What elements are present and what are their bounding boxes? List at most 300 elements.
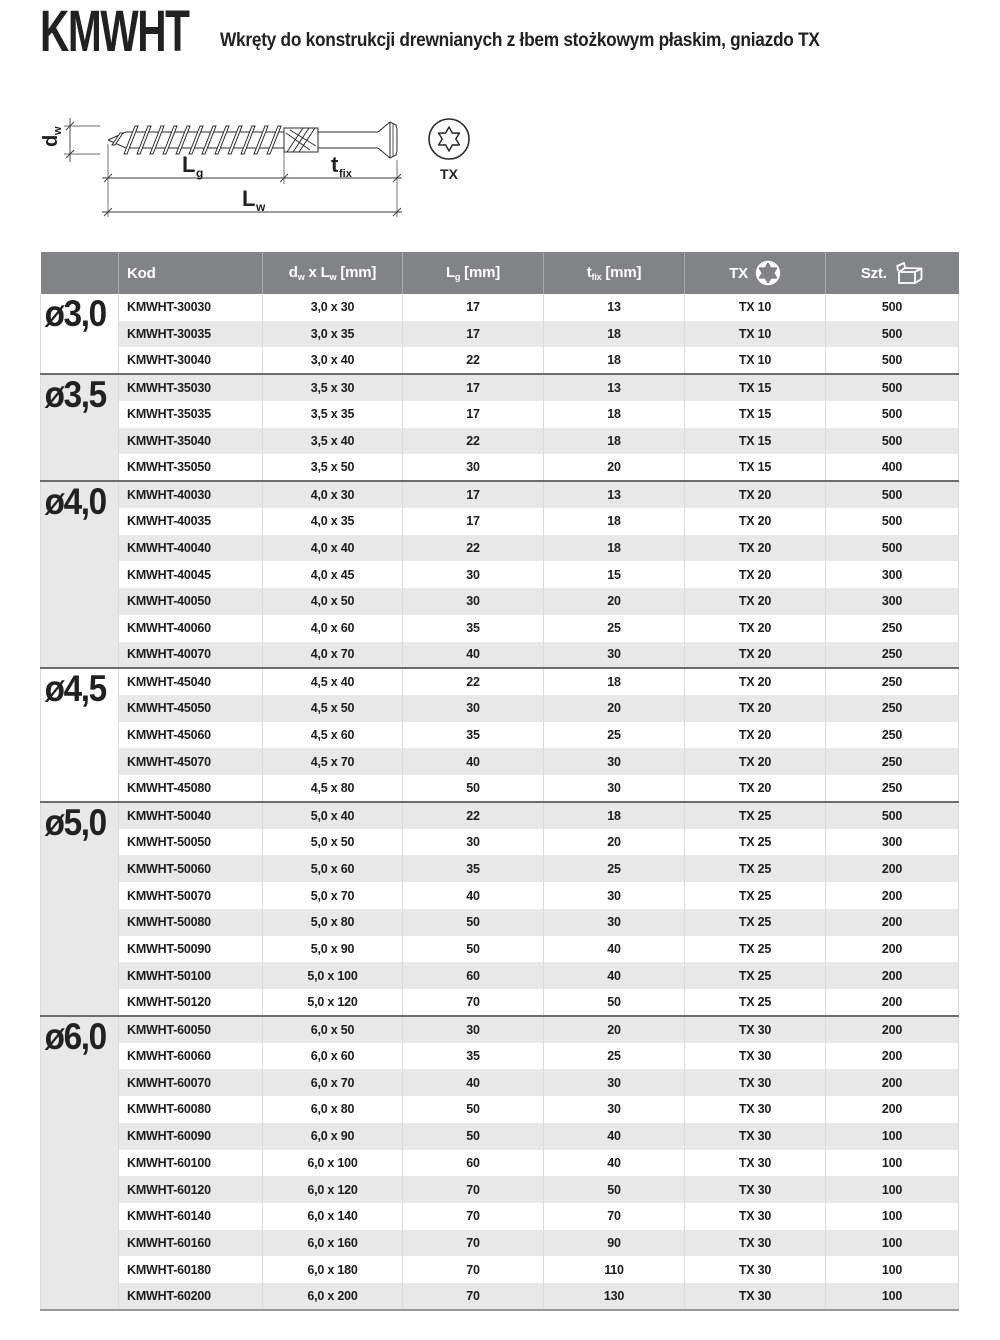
cell-lg: 50: [403, 936, 544, 963]
cell-kod: KMWHT-35035: [119, 401, 263, 428]
cell-kod: KMWHT-45080: [119, 775, 263, 802]
cell-szt: 250: [826, 748, 959, 775]
cell-dim: 4,5 x 40: [263, 668, 403, 695]
cell-lg: 50: [403, 1123, 544, 1150]
cell-tfix: 20: [544, 829, 685, 856]
cell-tx: TX 20: [685, 668, 826, 695]
cell-szt: 500: [826, 401, 959, 428]
cell-lg: 35: [403, 615, 544, 642]
cell-kod: KMWHT-45040: [119, 668, 263, 695]
column-header-tx: TX: [685, 252, 826, 294]
cell-tfix: 30: [544, 775, 685, 802]
cell-kod: KMWHT-60140: [119, 1203, 263, 1230]
cell-dim: 3,0 x 40: [263, 347, 403, 374]
cell-dim: 4,5 x 70: [263, 748, 403, 775]
svg-text:L: L: [242, 186, 256, 211]
table-row: [41, 722, 959, 749]
dimension-lw-label: [242, 186, 266, 214]
cell-kod: KMWHT-40030: [119, 481, 263, 508]
table-row: [41, 1069, 959, 1096]
cell-dim: 5,0 x 70: [263, 882, 403, 909]
cell-tfix: 25: [544, 615, 685, 642]
cell-lg: 22: [403, 535, 544, 562]
cell-tfix: 25: [544, 855, 685, 882]
cell-lg: 70: [403, 1230, 544, 1257]
cell-dim: 6,0 x 60: [263, 1043, 403, 1070]
cell-tfix: 30: [544, 909, 685, 936]
cell-tx: TX 15: [685, 454, 826, 481]
cell-tx: TX 15: [685, 428, 826, 455]
cell-kod: KMWHT-50070: [119, 882, 263, 909]
cell-tx: TX 30: [685, 1069, 826, 1096]
table-row: [41, 695, 959, 722]
cell-szt: 200: [826, 855, 959, 882]
cell-tfix: 130: [544, 1283, 685, 1310]
cell-tx: TX 20: [685, 695, 826, 722]
cell-kod: KMWHT-30035: [119, 321, 263, 348]
cell-szt: 500: [826, 347, 959, 374]
page-title: KMWHT: [40, 0, 189, 64]
cell-dim: 4,5 x 60: [263, 722, 403, 749]
table-row: [41, 642, 959, 669]
cell-lg: 35: [403, 855, 544, 882]
cell-szt: 200: [826, 936, 959, 963]
cell-tfix: 40: [544, 936, 685, 963]
cell-kod: KMWHT-45070: [119, 748, 263, 775]
cell-dim: 6,0 x 160: [263, 1230, 403, 1257]
products-table: [40, 252, 959, 1311]
cell-tfix: 110: [544, 1256, 685, 1283]
table-row: [41, 1256, 959, 1283]
cell-tfix: 13: [544, 294, 685, 321]
diameter-group-cell: [41, 294, 119, 374]
dimension-dw: [64, 118, 100, 162]
cell-tfix: 70: [544, 1203, 685, 1230]
cell-dim: 5,0 x 120: [263, 989, 403, 1016]
column-header-lg: $L_g$ [mm]: [403, 252, 544, 294]
table-row: [41, 1150, 959, 1177]
page-subtitle: Wkręty do konstrukcji drewnianych z łbem stożkowym płaskim, gniazdo TX: [220, 30, 820, 51]
cell-dim: 4,0 x 60: [263, 615, 403, 642]
cell-tfix: 13: [544, 374, 685, 401]
cell-tx: TX 10: [685, 321, 826, 348]
cell-szt: 100: [826, 1256, 959, 1283]
cell-kod: KMWHT-35040: [119, 428, 263, 455]
svg-text:w: w: [256, 200, 266, 214]
cell-dim: 4,0 x 70: [263, 642, 403, 669]
cell-kod: KMWHT-50120: [119, 989, 263, 1016]
cell-lg: 17: [403, 508, 544, 535]
column-header-tfix: $t_{fix}$ [mm]: [544, 252, 685, 294]
cell-tfix: 20: [544, 588, 685, 615]
cell-tfix: 18: [544, 428, 685, 455]
cell-kod: KMWHT-50060: [119, 855, 263, 882]
table-row: [41, 1016, 959, 1043]
column-header-dw-lw: $d_w$ x $L_w$ [mm]: [263, 252, 403, 294]
cell-lg: 70: [403, 1283, 544, 1310]
cell-dim: 6,0 x 50: [263, 1016, 403, 1043]
diameter-group-cell: [41, 1016, 119, 1310]
cell-szt: 100: [826, 1176, 959, 1203]
cell-dim: 5,0 x 40: [263, 802, 403, 829]
cell-lg: 17: [403, 401, 544, 428]
column-header-szt: Szt.: [826, 252, 959, 294]
cell-tx: TX 20: [685, 642, 826, 669]
diameter-group-label: ø4,0: [44, 481, 106, 523]
cell-tx: TX 30: [685, 1016, 826, 1043]
cell-tx: TX 25: [685, 829, 826, 856]
cell-lg: 35: [403, 1043, 544, 1070]
cell-szt: 200: [826, 1069, 959, 1096]
table-body: [41, 294, 959, 1310]
cell-kod: KMWHT-30030: [119, 294, 263, 321]
cell-lg: 30: [403, 454, 544, 481]
cell-tx: TX 20: [685, 561, 826, 588]
cell-tfix: 18: [544, 347, 685, 374]
cell-lg: 50: [403, 775, 544, 802]
cell-lg: 70: [403, 1176, 544, 1203]
cell-szt: 500: [826, 481, 959, 508]
cell-tx: TX 25: [685, 989, 826, 1016]
table-row: [41, 855, 959, 882]
diameter-group-cell: [41, 668, 119, 802]
cell-lg: 22: [403, 802, 544, 829]
cell-tx: TX 30: [685, 1043, 826, 1070]
cell-tfix: 90: [544, 1230, 685, 1257]
cell-tx: TX 25: [685, 909, 826, 936]
dimension-dw-label: [40, 126, 64, 147]
cell-szt: 100: [826, 1230, 959, 1257]
cell-dim: 6,0 x 200: [263, 1283, 403, 1310]
cell-szt: 250: [826, 615, 959, 642]
cell-kod: KMWHT-50090: [119, 936, 263, 963]
cell-tx: TX 30: [685, 1230, 826, 1257]
dimension-lg-tfix: [102, 174, 402, 182]
cell-lg: 40: [403, 748, 544, 775]
cell-dim: 3,5 x 50: [263, 454, 403, 481]
table-row: [41, 829, 959, 856]
cell-kod: KMWHT-40045: [119, 561, 263, 588]
cell-szt: 200: [826, 1016, 959, 1043]
cell-lg: 17: [403, 481, 544, 508]
cell-kod: KMWHT-45050: [119, 695, 263, 722]
cell-tfix: 50: [544, 989, 685, 1016]
diameter-group-cell: [41, 481, 119, 668]
cell-tx: TX 20: [685, 615, 826, 642]
cell-lg: 30: [403, 1016, 544, 1043]
package-box-icon: [894, 261, 924, 286]
cell-tfix: 30: [544, 1069, 685, 1096]
cell-dim: 4,5 x 50: [263, 695, 403, 722]
cell-kod: KMWHT-40060: [119, 615, 263, 642]
cell-szt: 100: [826, 1150, 959, 1177]
cell-kod: KMWHT-45060: [119, 722, 263, 749]
table-row: [41, 347, 959, 374]
cell-tx: TX 15: [685, 401, 826, 428]
cell-dim: 3,5 x 35: [263, 401, 403, 428]
table-row: [41, 535, 959, 562]
cell-tx: TX 25: [685, 855, 826, 882]
table-row: [41, 1203, 959, 1230]
cell-tfix: 40: [544, 962, 685, 989]
cell-lg: 30: [403, 695, 544, 722]
torx-star-icon: [755, 260, 781, 286]
cell-dim: 6,0 x 100: [263, 1150, 403, 1177]
cell-tfix: 40: [544, 1150, 685, 1177]
cell-kod: KMWHT-35050: [119, 454, 263, 481]
tx-drive-label: TX: [440, 166, 458, 182]
table-row: [41, 401, 959, 428]
table-row: [41, 775, 959, 802]
table-row: [41, 1283, 959, 1310]
screw-diagram-svg: [40, 95, 500, 230]
cell-dim: 5,0 x 50: [263, 829, 403, 856]
cell-tfix: 50: [544, 1176, 685, 1203]
cell-tx: TX 30: [685, 1150, 826, 1177]
cell-lg: 70: [403, 1256, 544, 1283]
cell-dim: 6,0 x 180: [263, 1256, 403, 1283]
cell-tx: TX 20: [685, 775, 826, 802]
svg-text:d: d: [40, 134, 62, 147]
cell-lg: 30: [403, 829, 544, 856]
diameter-group-label: ø3,5: [44, 374, 106, 416]
diameter-group-label: ø4,5: [44, 668, 106, 710]
table-row: [41, 294, 959, 321]
table-row: [41, 374, 959, 401]
cell-szt: 500: [826, 374, 959, 401]
cell-kod: KMWHT-60160: [119, 1230, 263, 1257]
svg-text:w: w: [52, 126, 64, 135]
cell-dim: 3,0 x 35: [263, 321, 403, 348]
cell-lg: 22: [403, 347, 544, 374]
cell-tfix: 20: [544, 454, 685, 481]
svg-text:L: L: [182, 152, 196, 177]
cell-szt: 400: [826, 454, 959, 481]
cell-lg: 40: [403, 1069, 544, 1096]
cell-szt: 300: [826, 829, 959, 856]
cell-kod: KMWHT-60070: [119, 1069, 263, 1096]
cell-lg: 60: [403, 962, 544, 989]
cell-szt: 250: [826, 668, 959, 695]
cell-dim: 3,0 x 30: [263, 294, 403, 321]
cell-tfix: 25: [544, 1043, 685, 1070]
cell-lg: 22: [403, 668, 544, 695]
cell-szt: 200: [826, 909, 959, 936]
table-row: [41, 909, 959, 936]
cell-tx: TX 25: [685, 962, 826, 989]
cell-dim: 4,0 x 50: [263, 588, 403, 615]
cell-lg: 50: [403, 1096, 544, 1123]
cell-tx: TX 15: [685, 374, 826, 401]
table-row: [41, 1123, 959, 1150]
table-row: [41, 1096, 959, 1123]
cell-tfix: 18: [544, 802, 685, 829]
cell-dim: 5,0 x 100: [263, 962, 403, 989]
table-row: [41, 454, 959, 481]
cell-szt: 500: [826, 508, 959, 535]
table-row: [41, 588, 959, 615]
cell-tx: TX 20: [685, 748, 826, 775]
torx-star-icon: [429, 119, 469, 159]
cell-tx: TX 10: [685, 294, 826, 321]
cell-lg: 70: [403, 989, 544, 1016]
cell-lg: 30: [403, 588, 544, 615]
cell-tfix: 18: [544, 535, 685, 562]
cell-szt: 200: [826, 1096, 959, 1123]
cell-kod: KMWHT-30040: [119, 347, 263, 374]
cell-tfix: 30: [544, 748, 685, 775]
cell-kod: KMWHT-50040: [119, 802, 263, 829]
cell-dim: 3,5 x 30: [263, 374, 403, 401]
svg-text:fix: fix: [339, 168, 352, 180]
cell-tx: TX 10: [685, 347, 826, 374]
cell-tx: TX 20: [685, 481, 826, 508]
cell-lg: 22: [403, 428, 544, 455]
cell-lg: 17: [403, 374, 544, 401]
table-row: [41, 989, 959, 1016]
cell-tfix: 30: [544, 882, 685, 909]
table-row: [41, 748, 959, 775]
diameter-group-label: ø3,0: [44, 293, 106, 334]
cell-tx: TX 20: [685, 535, 826, 562]
column-header-kod: Kod: [119, 252, 263, 294]
cell-dim: 6,0 x 140: [263, 1203, 403, 1230]
cell-dim: 6,0 x 80: [263, 1096, 403, 1123]
table-row: [41, 561, 959, 588]
cell-tfix: 25: [544, 722, 685, 749]
cell-lg: 40: [403, 882, 544, 909]
column-header-diameter: [41, 252, 119, 294]
cell-tx: TX 30: [685, 1176, 826, 1203]
cell-tx: TX 30: [685, 1123, 826, 1150]
cell-dim: 4,0 x 35: [263, 508, 403, 535]
cell-kod: KMWHT-60080: [119, 1096, 263, 1123]
cell-tx: TX 20: [685, 588, 826, 615]
cell-dim: 4,5 x 80: [263, 775, 403, 802]
table-row: [41, 428, 959, 455]
table-row: [41, 1043, 959, 1070]
cell-szt: 100: [826, 1283, 959, 1310]
table-row: [41, 321, 959, 348]
cell-tfix: 18: [544, 321, 685, 348]
header-row: [41, 252, 959, 294]
table-row: [41, 962, 959, 989]
table-header: [41, 252, 959, 294]
cell-szt: 250: [826, 722, 959, 749]
cell-szt: 200: [826, 1043, 959, 1070]
cell-lg: 17: [403, 294, 544, 321]
cell-dim: 6,0 x 90: [263, 1123, 403, 1150]
cell-kod: KMWHT-60060: [119, 1043, 263, 1070]
table-row: [41, 802, 959, 829]
cell-kod: KMWHT-50050: [119, 829, 263, 856]
cell-tx: TX 20: [685, 508, 826, 535]
cell-kod: KMWHT-40040: [119, 535, 263, 562]
table-row: [41, 936, 959, 963]
cell-szt: 500: [826, 802, 959, 829]
cell-kod: KMWHT-60050: [119, 1016, 263, 1043]
table-row: [41, 615, 959, 642]
screw-technical-drawing: [40, 95, 500, 230]
diameter-group-cell: [41, 802, 119, 1016]
svg-text:g: g: [196, 166, 204, 180]
diameter-group-cell: [41, 374, 119, 481]
cell-szt: 100: [826, 1203, 959, 1230]
cell-kod: KMWHT-40070: [119, 642, 263, 669]
cell-tx: TX 30: [685, 1283, 826, 1310]
dimension-tfix-label: [331, 152, 353, 180]
cell-szt: 250: [826, 642, 959, 669]
cell-tfix: 20: [544, 1016, 685, 1043]
cell-tfix: 13: [544, 481, 685, 508]
cell-szt: 500: [826, 321, 959, 348]
cell-szt: 250: [826, 775, 959, 802]
cell-szt: 500: [826, 428, 959, 455]
table-row: [41, 508, 959, 535]
cell-kod: KMWHT-35030: [119, 374, 263, 401]
cell-kod: KMWHT-50080: [119, 909, 263, 936]
cell-tfix: 40: [544, 1123, 685, 1150]
cell-szt: 200: [826, 962, 959, 989]
cell-kod: KMWHT-50100: [119, 962, 263, 989]
cell-kod: KMWHT-40035: [119, 508, 263, 535]
cell-kod: KMWHT-60100: [119, 1150, 263, 1177]
dimension-lg-label: [182, 152, 203, 180]
cell-dim: 6,0 x 120: [263, 1176, 403, 1203]
cell-dim: 4,0 x 45: [263, 561, 403, 588]
cell-dim: 4,0 x 30: [263, 481, 403, 508]
table-row: [41, 1230, 959, 1257]
cell-tx: TX 30: [685, 1256, 826, 1283]
cell-tx: TX 20: [685, 722, 826, 749]
cell-kod: KMWHT-60180: [119, 1256, 263, 1283]
cell-tfix: 18: [544, 508, 685, 535]
cell-tx: TX 25: [685, 802, 826, 829]
svg-text:t: t: [331, 152, 339, 177]
cell-szt: 300: [826, 588, 959, 615]
screw-outline: [108, 122, 397, 158]
cell-szt: 500: [826, 535, 959, 562]
cell-tfix: 30: [544, 642, 685, 669]
cell-dim: 5,0 x 80: [263, 909, 403, 936]
table-row: [41, 668, 959, 695]
cell-szt: 300: [826, 561, 959, 588]
cell-tfix: 20: [544, 695, 685, 722]
cell-dim: 6,0 x 70: [263, 1069, 403, 1096]
cell-kod: KMWHT-60120: [119, 1176, 263, 1203]
table-row: [41, 1176, 959, 1203]
cell-szt: 200: [826, 989, 959, 1016]
cell-tfix: 15: [544, 561, 685, 588]
cell-lg: 70: [403, 1203, 544, 1230]
table-row: [41, 481, 959, 508]
cell-tx: TX 25: [685, 882, 826, 909]
diameter-group-label: ø5,0: [44, 801, 106, 843]
diameter-group-label: ø6,0: [44, 1015, 106, 1057]
table-row: [41, 882, 959, 909]
cell-dim: 3,5 x 40: [263, 428, 403, 455]
cell-tfix: 18: [544, 401, 685, 428]
cell-szt: 500: [826, 294, 959, 321]
cell-szt: 100: [826, 1123, 959, 1150]
cell-kod: KMWHT-60200: [119, 1283, 263, 1310]
cell-szt: 200: [826, 882, 959, 909]
cell-lg: 17: [403, 321, 544, 348]
cell-lg: 50: [403, 909, 544, 936]
cell-kod: KMWHT-40050: [119, 588, 263, 615]
cell-tx: TX 30: [685, 1096, 826, 1123]
cell-lg: 30: [403, 561, 544, 588]
